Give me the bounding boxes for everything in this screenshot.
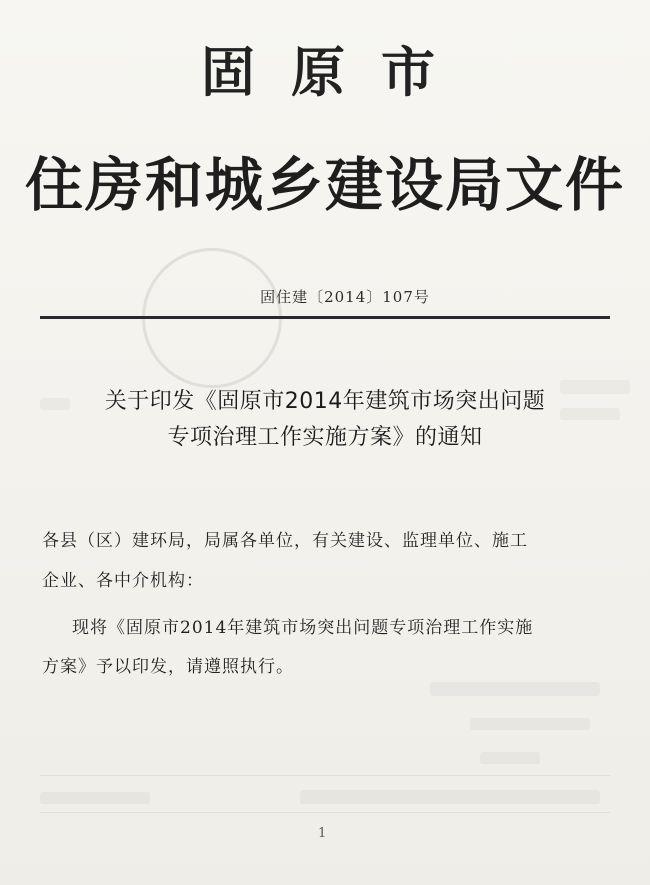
issuing-city-name: 固原市 xyxy=(201,41,471,104)
body-paragraph-line2: 方案》予以印发，请遵照执行。 xyxy=(42,657,294,677)
notice-title-line1: 关于印发《固原市2014年建筑市场突出问题 xyxy=(104,389,546,414)
bleed-through-mark xyxy=(430,682,600,696)
body-paragraph-line1: 现将《固原市2014年建筑市场突出问题专项治理工作实施 xyxy=(72,618,534,638)
header-divider-rule xyxy=(40,316,610,319)
bleed-through-mark xyxy=(40,792,150,804)
bleed-through-mark xyxy=(300,790,600,804)
notice-title-line2: 专项治理工作实施方案》的通知 xyxy=(167,425,483,450)
bleed-through-mark xyxy=(470,718,590,730)
page-number: 1 xyxy=(318,826,327,841)
document-number: 固住建〔2014〕107号 xyxy=(260,288,430,306)
addressee-line2: 企业、各中介机构： xyxy=(42,571,204,591)
addressee-line1: 各县（区）建环局，局属各单位，有关建设、监理单位、施工 xyxy=(42,531,528,551)
issuing-bureau-name: 住房和城乡建设局文件 xyxy=(24,151,625,219)
bleed-through-rule xyxy=(40,775,610,776)
bleed-through-rule xyxy=(40,812,610,813)
bleed-through-mark xyxy=(480,752,540,764)
